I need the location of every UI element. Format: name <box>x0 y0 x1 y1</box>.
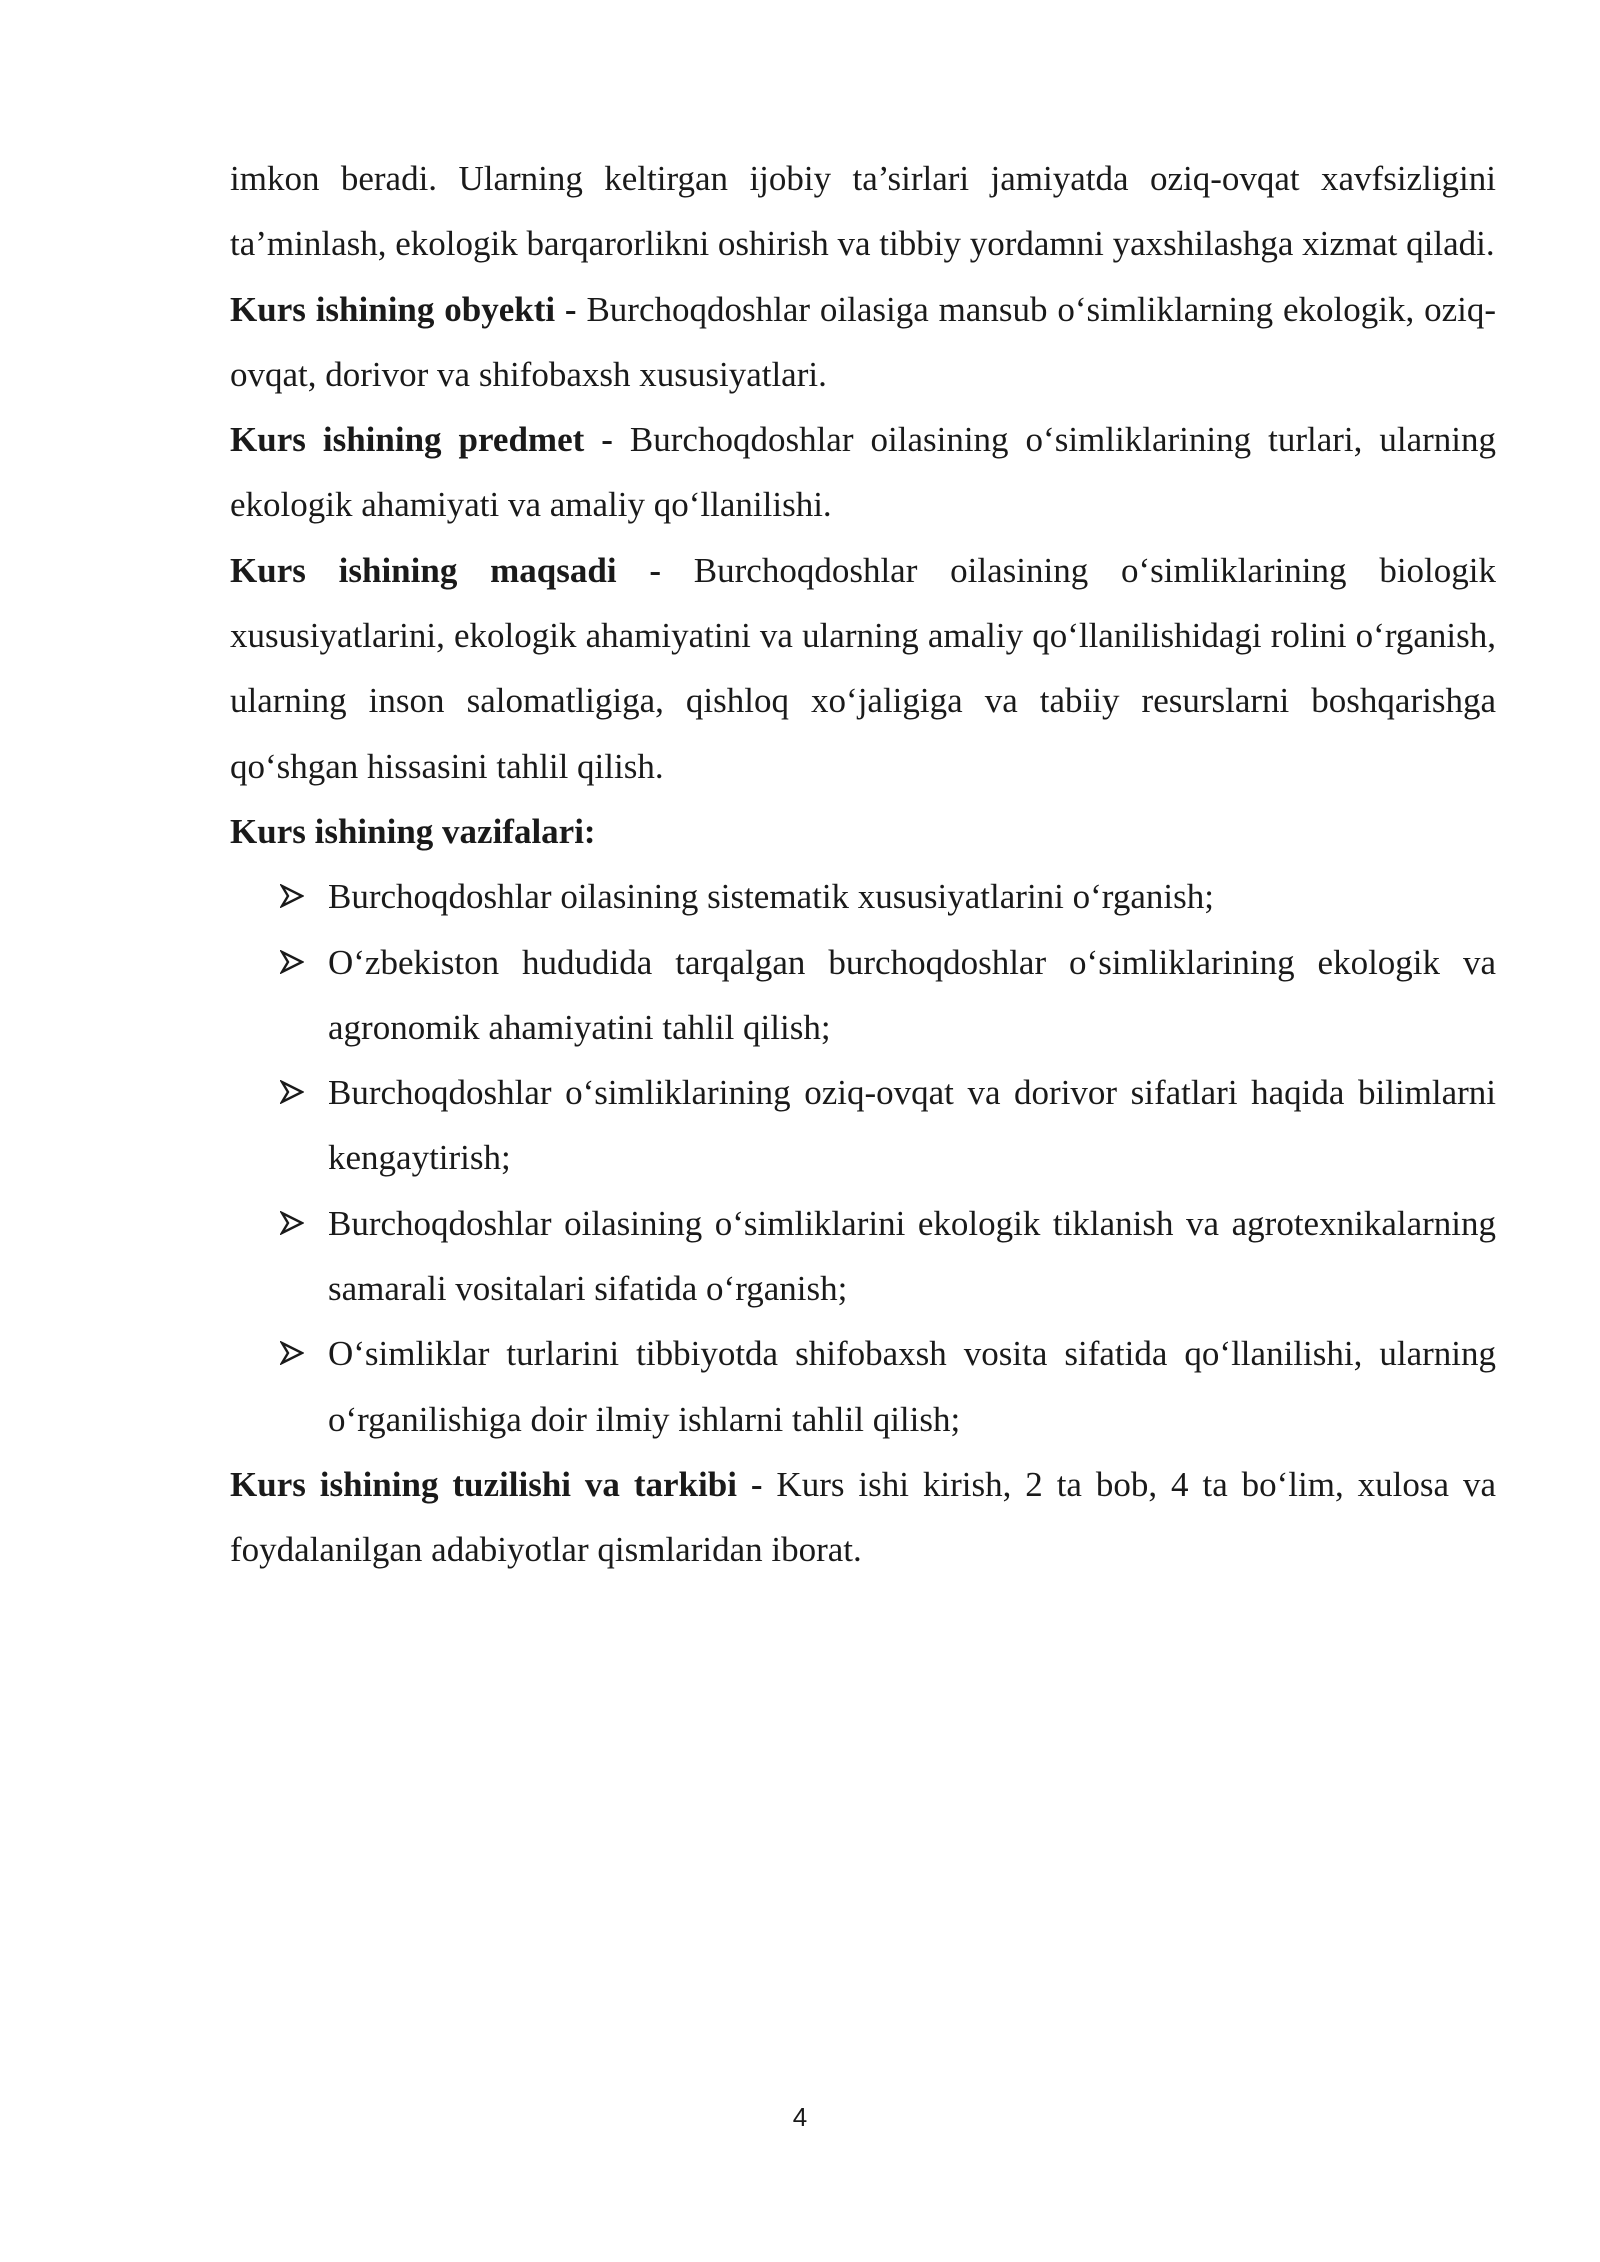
intro-paragraph <box>230 146 1496 277</box>
list-item <box>230 1060 1496 1191</box>
list-item <box>230 1191 1496 1322</box>
page-number: 4 <box>792 2102 808 2132</box>
arrow-bullet-icon <box>280 1321 308 1386</box>
structure-paragraph <box>230 1452 1496 1583</box>
document-page <box>230 146 1496 1583</box>
task-text: Burchoqdoshlar oilasining o‘simliklarini ekologik tiklanish va agrotexnikalarning samarali vositalari sifatida o‘rganish; <box>328 1203 1496 1309</box>
arrow-bullet-icon <box>280 1060 308 1125</box>
arrow-bullet-icon <box>280 930 308 995</box>
subject-heading: Kurs ishining predmet - <box>230 420 613 460</box>
goal-heading: Kurs ishining maqsadi - <box>230 550 661 590</box>
tasks-list <box>230 864 1496 1452</box>
arrow-bullet-icon <box>280 1191 308 1256</box>
object-paragraph <box>230 277 1496 408</box>
list-item <box>230 864 1496 929</box>
task-text: Burchoqdoshlar oilasining sistematik xususiyatlarini o‘rganish; <box>328 877 1214 917</box>
task-text: O‘simliklar turlarini tibbiyotda shifobaxsh vosita sifatida qo‘llanilishi, ularning o‘rganilishiga doir ilmiy ishlarni tahlil qilish; <box>328 1334 1496 1439</box>
goal-paragraph <box>230 538 1496 799</box>
structure-text: Kurs ishi kirish, 2 ta bob, 4 ta bo‘lim, xulosa va foydalanilgan adabiyotlar qismlaridan iborat. <box>230 1464 1496 1570</box>
task-text: Burchoqdoshlar o‘simliklarining oziq-ovqat va dorivor sifatlari haqida bilimlarni kengaytirish; <box>328 1073 1496 1178</box>
list-item <box>230 1321 1496 1452</box>
arrow-bullet-icon <box>280 864 308 929</box>
tasks-heading-paragraph <box>230 799 1496 864</box>
intro-text: imkon beradi. Ularning keltirgan ijobiy ta’sirlari jamiyatda oziq-ovqat xavfsizligini ta’minlash, ekologik barqarorlikni oshirish va tibbiy yordamni yaxshilashga xizmat qiladi. <box>230 159 1496 264</box>
goal-text: Burchoqdoshlar oilasining o‘simliklarining biologik xususiyatlarini, ekologik ahamiyatini va ularning amaliy qo‘llanilishidagi rolini o‘rganish, ularning inson salomatligiga, qishloq xo‘jaligiga va tabiiy resurslarni boshqarishga qo‘shgan hissasini tahlil qilish. <box>230 550 1496 786</box>
structure-heading: Kurs ishining tuzilishi va tarkibi - <box>230 1464 763 1504</box>
object-text: Burchoqdoshlar oilasiga mansub o‘simliklarning ekologik, oziq-ovqat, dorivor va shifobaxsh xususiyatlari. <box>230 289 1496 394</box>
subject-paragraph <box>230 407 1496 538</box>
list-item <box>230 930 1496 1061</box>
subject-text: Burchoqdoshlar oilasining o‘simliklarining turlari, ularning ekologik ahamiyati va amaliy qo‘llanilishi. <box>230 420 1497 525</box>
tasks-heading: Kurs ishining vazifalari: <box>230 811 596 851</box>
task-text: O‘zbekiston hududida tarqalgan burchoqdoshlar o‘simliklarining ekologik va agronomik ahamiyatini tahlil qilish; <box>328 942 1496 1047</box>
object-heading: Kurs ishining obyekti - <box>230 289 577 329</box>
